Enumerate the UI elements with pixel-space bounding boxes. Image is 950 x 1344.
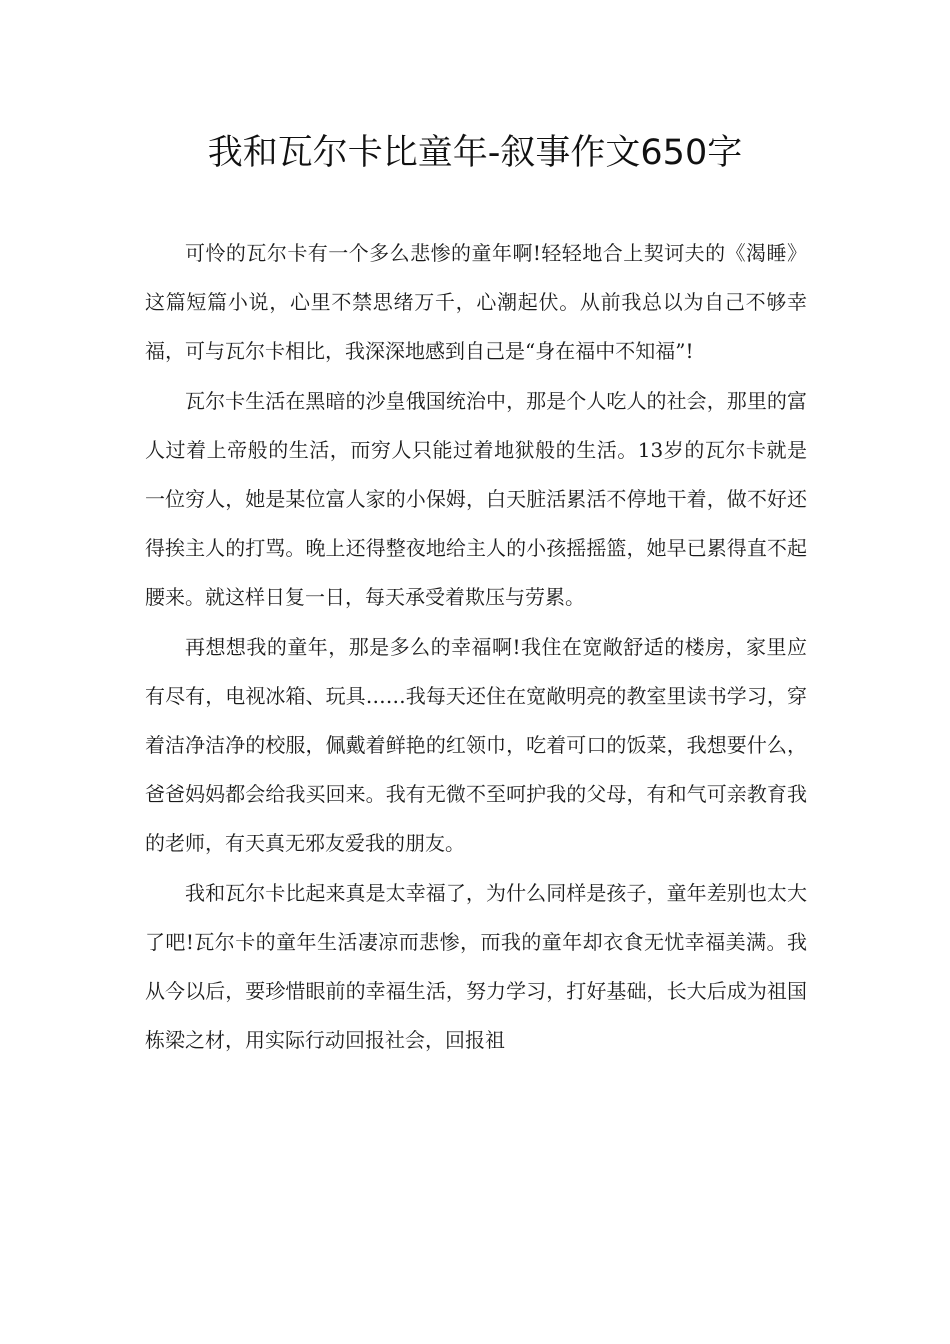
paragraph: 可怜的瓦尔卡有一个多么悲惨的童年啊!轻轻地合上契诃夫的《渴睡》这篇短篇小说，心里不禁思绪万千，心潮起伏。从前我总以为自己不够幸福，可与瓦尔卡相比，我深深地感到自己是“身在福中不知福”! [145, 241, 807, 364]
document-body [145, 229, 807, 1065]
paragraph: 再想想我的童年，那是多么的幸福啊!我住在宽敞舒适的楼房，家里应有尽有，电视冰箱、玩具……我每天还住在宽敞明亮的教室里读书学习，穿着洁净洁净的校服，佩戴着鲜艳的红领巾，吃着可口的饭菜，我想要什么，爸爸妈妈都会给我买回来。我有无微不至呵护我的父母，有和气可亲教育我的老师，有天真无邪友爱我的朋友。 [145, 634, 807, 856]
paragraph: 瓦尔卡生活在黑暗的沙皇俄国统治中，那是个人吃人的社会，那里的富人过着上帝般的生活，而穷人只能过着地狱般的生活。13岁的瓦尔卡就是一位穷人，她是某位富人家的小保姆，白天脏活累活不停地干着，做不好还得挨主人的打骂。晚上还得整夜地给主人的小孩摇摇篮，她早已累得直不起腰来。就这样日复一日，每天承受着欺压与劳累。 [145, 388, 807, 610]
document-title: 我和瓦尔卡比童年-叙事作文650字 [207, 133, 743, 173]
paragraph: 我和瓦尔卡比起来真是太幸福了，为什么同样是孩子，童年差别也太大了吧!瓦尔卡的童年生活凄凉而悲惨，而我的童年却衣食无忧幸福美满。我从今以后，要珍惜眼前的幸福生活，努力学习，打好基础，长大后成为祖国栋梁之材，用实际行动回报社会，回报祖 [145, 880, 807, 1053]
